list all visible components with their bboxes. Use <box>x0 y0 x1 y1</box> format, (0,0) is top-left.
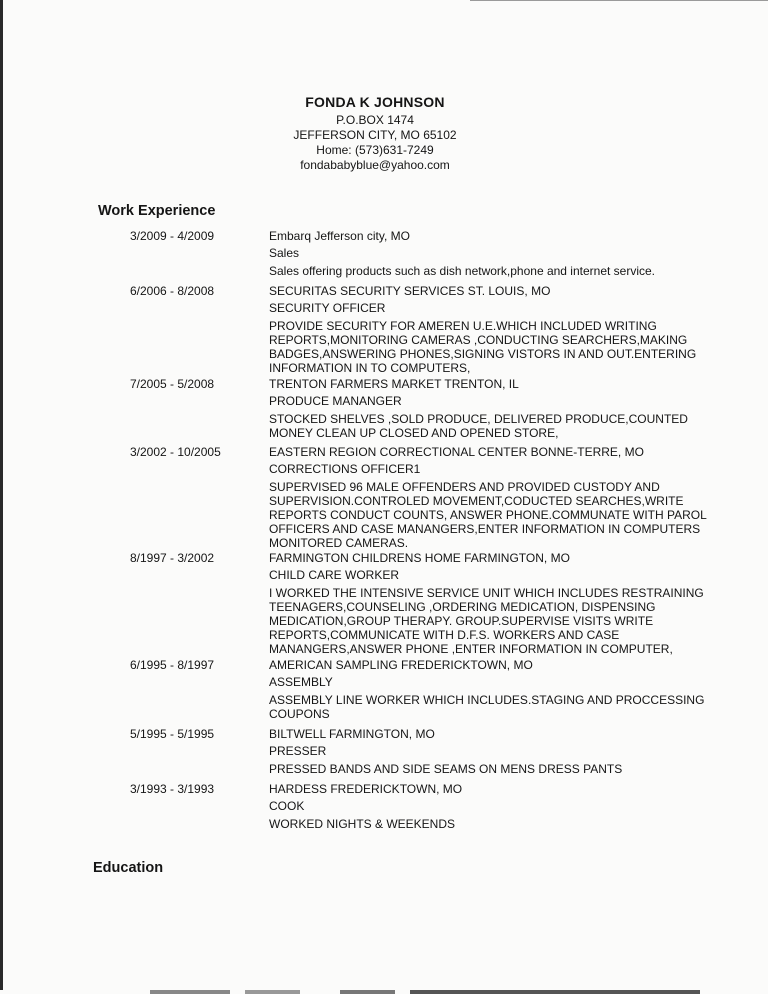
job-title: CHILD CARE WORKER <box>269 568 400 582</box>
job-description: SUPERVISED 96 MALE OFFENDERS AND PROVIDED CUSTODY AND SUPERVISION.CONTROLED MOVEMENT,CODUCTED SEARCHES,WRITE REPORTS CONDUCT COUNTS, ANSWER PHONE.COMMUNATE WITH PAROL OFFICERS AND CASE MANANGERS,ENTER INFORMATION IN COMPUTERS MONITORED CAMERAS. <box>269 480 707 550</box>
job-dates: 8/1997 - 3/2002 <box>130 551 215 565</box>
job-title: SECURITY OFFICER <box>269 301 386 315</box>
education-heading: Education <box>93 860 164 876</box>
job-title: PRESSER <box>269 744 327 758</box>
work-experience-heading: Work Experience <box>98 203 216 219</box>
job-dates: 3/2002 - 10/2005 <box>130 445 221 459</box>
job-employer: BILTWELL FARMINGTON, MO <box>269 727 435 741</box>
job-title: ASSEMBLY <box>269 675 333 689</box>
job-title: CORRECTIONS OFFICER1 <box>269 462 421 476</box>
scan-edge-bottom <box>0 990 768 994</box>
job-description: ASSEMBLY LINE WORKER WHICH INCLUDES.STAGING AND PROCCESSING COUPONS <box>269 693 705 721</box>
address-line-1: P.O.BOX 1474 <box>336 113 414 127</box>
job-dates: 3/1993 - 3/1993 <box>130 782 215 796</box>
job-description: I WORKED THE INTENSIVE SERVICE UNIT WHICH INCLUDES RESTRAINING TEENAGERS,COUNSELING ,ORDERING MEDICATION, DISPENSING MEDICATION,GROUP THERAPY. GROUP.SUPERVISE VISITS WRITE REPORTS,COMMUNICATE WITH D.F.S. WORKERS AND CASE MANANGERS,ANSWER PHONE ,ENTER INFORMATION IN COMPUTER, <box>269 586 704 656</box>
job-description: Sales offering products such as dish network,phone and internet service. <box>269 264 656 278</box>
resume-header <box>240 94 510 173</box>
phone-number: Home: (573)631-7249 <box>316 143 434 157</box>
job-title: PRODUCE MANANGER <box>269 394 402 408</box>
job-dates: 3/2009 - 4/2009 <box>130 229 215 243</box>
job-dates: 6/2006 - 8/2008 <box>130 284 215 298</box>
job-dates: 5/1995 - 5/1995 <box>130 727 215 741</box>
address-line-2: JEFFERSON CITY, MO 65102 <box>293 128 457 142</box>
scan-edge-top <box>470 0 768 1</box>
job-employer: SECURITAS SECURITY SERVICES ST. LOUIS, MO <box>269 284 551 298</box>
job-description: PRESSED BANDS AND SIDE SEAMS ON MENS DRESS PANTS <box>269 762 623 776</box>
job-employer: FARMINGTON CHILDRENS HOME FARMINGTON, MO <box>269 551 570 565</box>
job-employer: AMERICAN SAMPLING FREDERICKTOWN, MO <box>269 658 533 672</box>
job-dates: 7/2005 - 5/2008 <box>130 377 215 391</box>
email-address: fondababyblue@yahoo.com <box>300 158 450 172</box>
job-title: COOK <box>269 799 305 813</box>
job-employer: Embarq Jefferson city, MO <box>269 229 410 243</box>
job-employer: EASTERN REGION CORRECTIONAL CENTER BONNE-TERRE, MO <box>269 445 644 459</box>
job-description: WORKED NIGHTS & WEEKENDS <box>269 817 456 831</box>
job-title: Sales <box>269 246 300 260</box>
job-dates: 6/1995 - 8/1997 <box>130 658 215 672</box>
job-description: STOCKED SHELVES ,SOLD PRODUCE, DELIVERED PRODUCE,COUNTED MONEY CLEAN UP CLOSED AND OPENED STORE, <box>269 412 688 440</box>
scan-edge-left <box>0 0 3 994</box>
job-description: PROVIDE SECURITY FOR AMEREN U.E.WHICH INCLUDED WRITING REPORTS,MONITORING CAMERAS ,CONDUCTING SEARCHERS,MAKING BADGES,ANSWERING PHONES,SIGNING VISTORS IN AND OUT.ENTERING INFORMATION IN TO COMPUTERS, <box>269 319 697 375</box>
job-employer: HARDESS FREDERICKTOWN, MO <box>269 782 463 796</box>
applicant-name: FONDA K JOHNSON <box>305 94 445 110</box>
job-employer: TRENTON FARMERS MARKET TRENTON, IL <box>269 377 519 391</box>
